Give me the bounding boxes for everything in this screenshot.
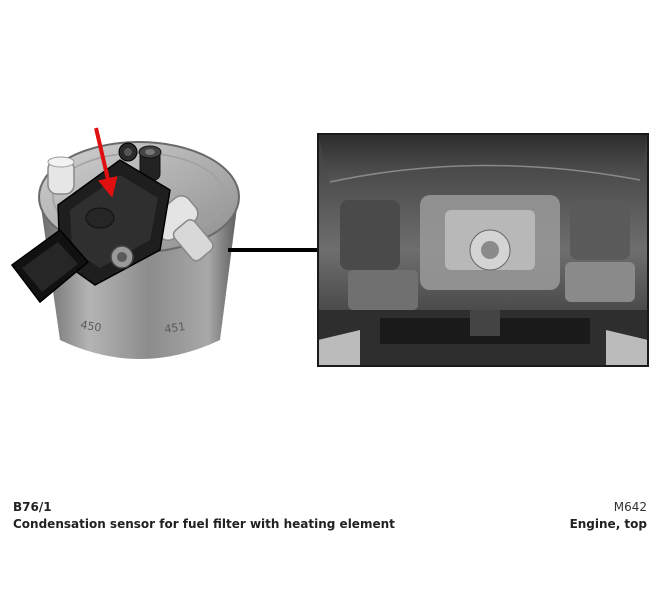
component-description: Condensation sensor for fuel filter with heating element (13, 517, 395, 531)
component-code: B76/1 (13, 500, 52, 514)
filter-marking-left: 450 (79, 318, 103, 335)
engine-code: M642 (613, 500, 647, 514)
fuel-filter-photo (12, 128, 239, 359)
engine-bay-photo (318, 134, 648, 366)
view-label: Engine, top (569, 517, 647, 531)
fuel-connector-left (48, 157, 74, 194)
filter-marking-right: 451 (163, 320, 187, 336)
